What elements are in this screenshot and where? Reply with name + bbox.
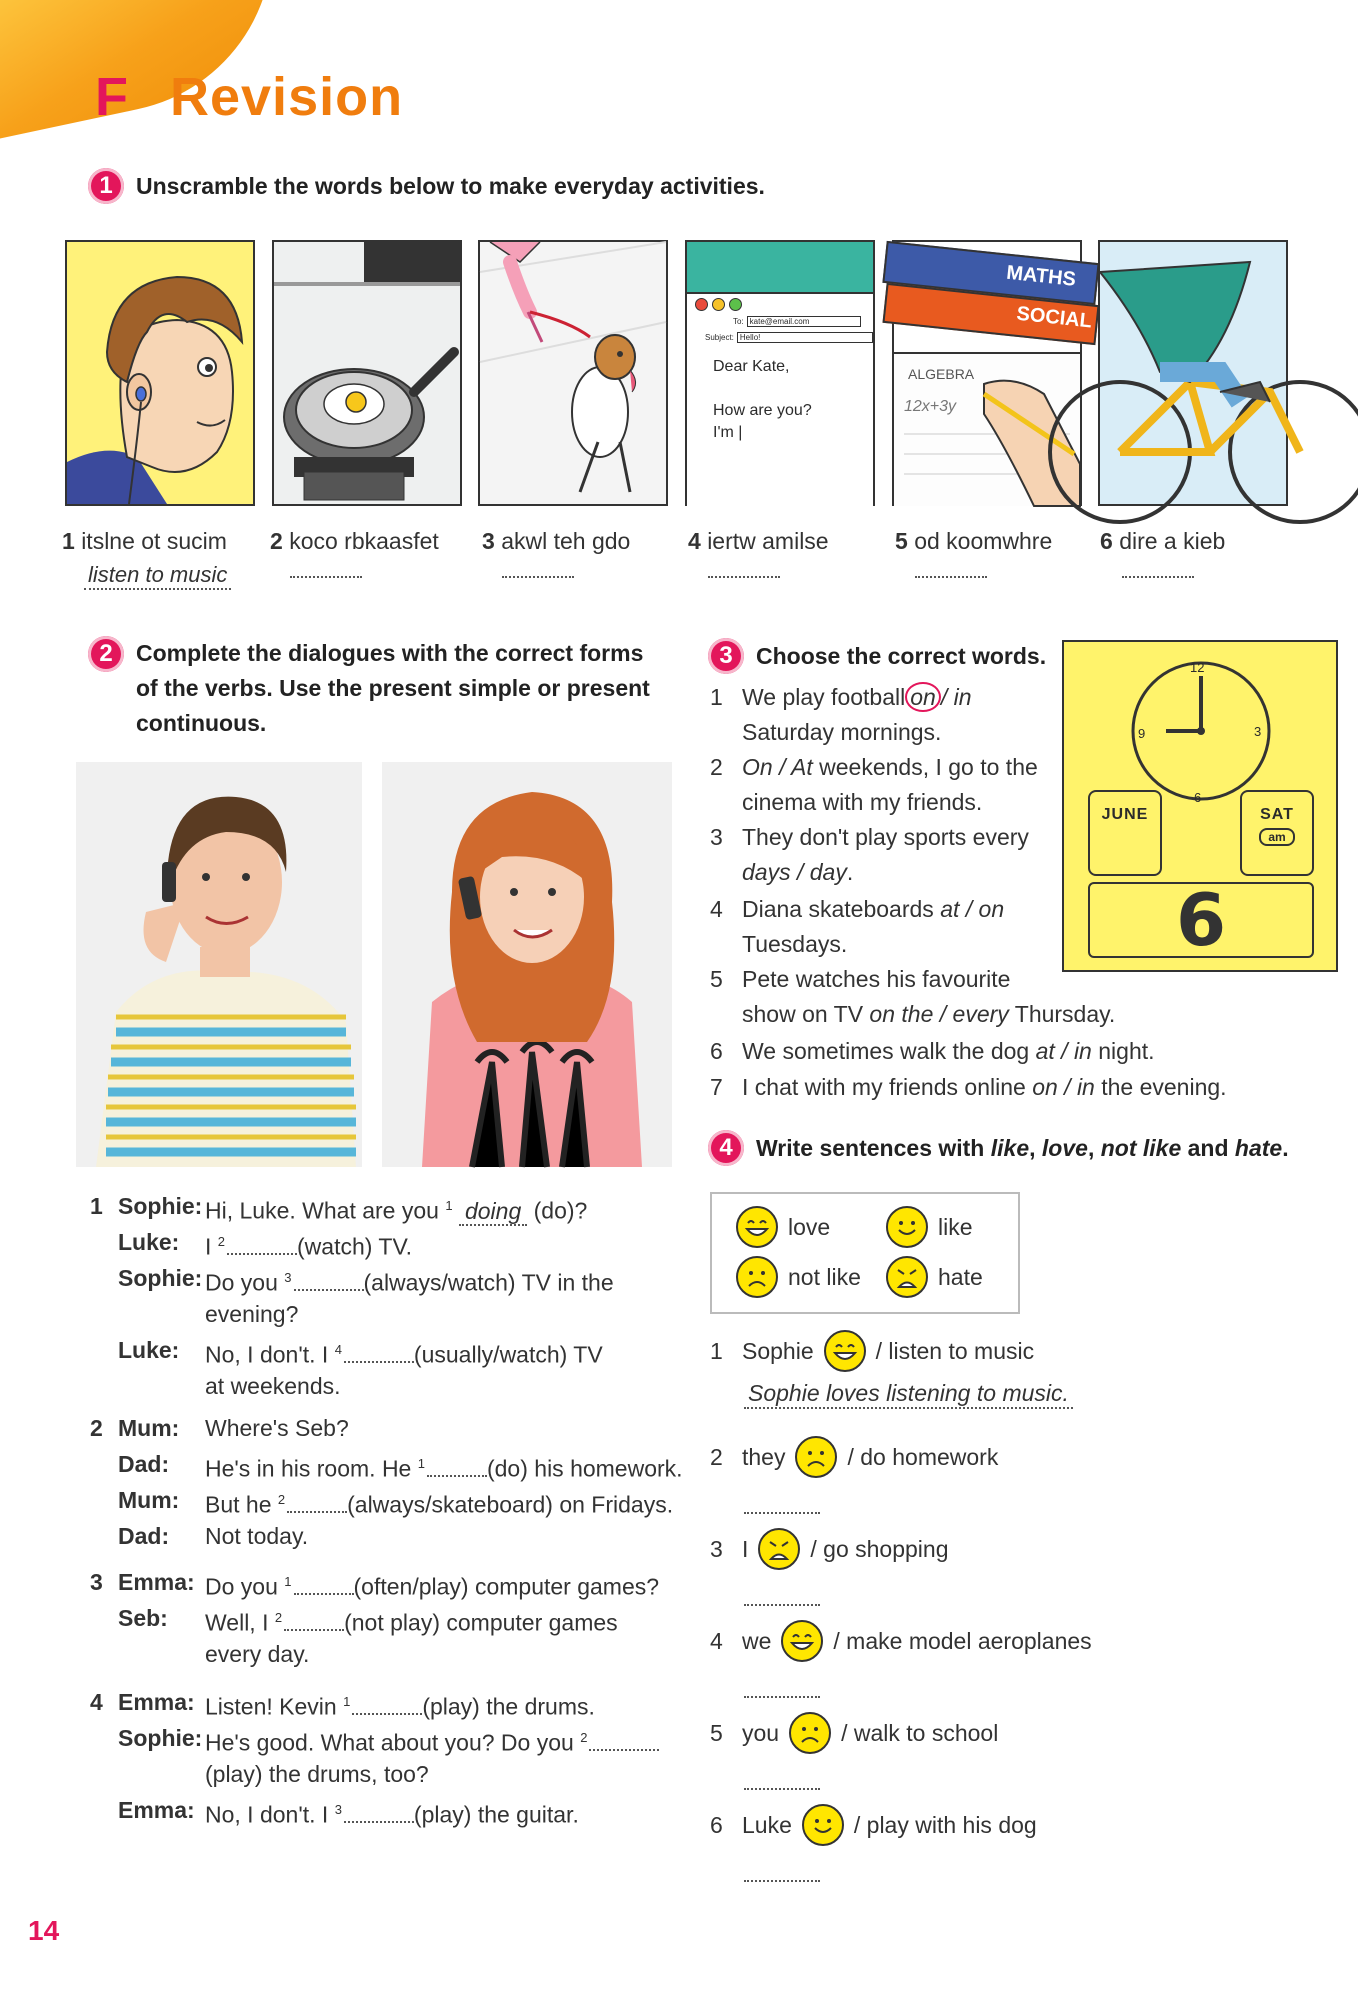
- notebook-formula: 12x+3y: [904, 398, 957, 415]
- month-label: JUNE: [1101, 806, 1149, 823]
- ex3-heading: [708, 638, 1046, 674]
- ex1-item-2: 2 koco rbkaasfet: [270, 528, 439, 554]
- dialogue-4-blank-2[interactable]: [589, 1729, 659, 1751]
- legend-hate: hate: [886, 1256, 983, 1298]
- legend-love: love: [736, 1206, 830, 1248]
- ex4-number: 4: [708, 1130, 744, 1166]
- clock-number-9: 9: [1138, 726, 1146, 741]
- email-subject-field: Hello!: [737, 332, 873, 343]
- date-card: [1088, 878, 1314, 962]
- hate-face-icon: [758, 1528, 800, 1570]
- dialogue-1-blank-2[interactable]: [227, 1233, 297, 1255]
- ex1-answer-blank-4[interactable]: [708, 576, 780, 578]
- dialogue-4: 4 Emma: Listen! Kevin $^1$ (play) the drums. Sophie: He's good. What about you? Do you $^2$ (play) the drums, too? Emma: No, I don't. I $^3$ (play) the guitar.: [90, 1684, 690, 1824]
- maths-book-label: MATHS: [1005, 261, 1077, 291]
- maximize-dot-icon: [729, 298, 742, 311]
- ex1-item-3: 3 akwl teh gdo: [482, 528, 631, 554]
- ex1-number: 1: [88, 168, 124, 204]
- dialogue-1-blank-4[interactable]: [344, 1341, 414, 1363]
- ex2-heading: [88, 636, 678, 741]
- ex3-item-5: 5 Pete watches his favourite show on TV on the / every Thursday.: [710, 966, 1116, 1027]
- dialogue-2-blank-1[interactable]: [427, 1455, 487, 1477]
- ex3-item-3: 3 They don't play sports every days / day.: [710, 824, 1029, 885]
- ex1-item-4: 4 iertw amilse: [688, 528, 829, 554]
- month-card: [1088, 790, 1162, 876]
- dialogue-4-blank-3[interactable]: [344, 1801, 414, 1823]
- unit-title: Revision: [170, 67, 404, 127]
- ex4-answer-blank-4[interactable]: [744, 1678, 820, 1698]
- ex4-answer-blank-5[interactable]: [744, 1770, 820, 1790]
- ex4-item-4: 4 we / make model aeroplanes: [710, 1620, 1092, 1698]
- ex3-item-4: 4 Diana skateboards at / on Tuesdays.: [710, 896, 1005, 957]
- ex3-item-3-choice[interactable]: days / day: [742, 859, 847, 885]
- dialogue-1: 1 Sophie: Hi, Luke. What are you $^1$ doing (do)? Luke: I $^2$ (watch) TV. Sophie: Do you $^3$ (always/watch) TV in the evening? Luke: No, I don't. I $^4$ (usually/watch) TV at weekends.: [90, 1193, 614, 1399]
- ex2-number: 2: [88, 636, 124, 672]
- ex3-item-2: 2 On / At weekends, I go to the cinema with my friends.: [710, 754, 1038, 815]
- ex3-item-5-choice[interactable]: on the / every: [869, 1001, 1009, 1027]
- hate-face-icon: [886, 1256, 928, 1298]
- ex1-item-5: 5 od koomwhre: [895, 528, 1053, 554]
- email-to-field: kate@email.com: [747, 316, 861, 327]
- ex1-answer-blank-3[interactable]: [502, 576, 574, 578]
- ex4-answer-blank-2[interactable]: [744, 1494, 820, 1514]
- picture-do-homework: [892, 240, 1093, 506]
- love-face-icon: [736, 1206, 778, 1248]
- window-controls: [695, 298, 742, 311]
- dialogue-2-blank-2[interactable]: [287, 1491, 347, 1513]
- ex3-item-1-answer: on: [905, 682, 941, 712]
- legend-not-like: not like: [736, 1256, 861, 1298]
- ex1-answer-blank-2[interactable]: [290, 576, 362, 578]
- ex4-heading: [708, 1130, 1289, 1166]
- date-label: 6: [1175, 878, 1227, 962]
- clock-calendar-panel: [1062, 640, 1338, 972]
- ex3-item-7: 7 I chat with my friends online on / in the evening.: [710, 1074, 1227, 1100]
- dialogue-4-blank-1[interactable]: [352, 1693, 422, 1715]
- love-face-icon: [781, 1620, 823, 1662]
- picture-ride-bike: [1098, 240, 1288, 506]
- ex1-title: Unscramble the words below to make everyday activities.: [136, 173, 765, 199]
- ex4-answer-blank-3[interactable]: [744, 1586, 820, 1606]
- ex1-item-1: 1 itslne ot sucim: [62, 528, 227, 554]
- love-face-icon: [824, 1330, 866, 1372]
- picture-write-emails: [685, 240, 875, 506]
- ex3-item-1: 1 We play football on / in Saturday mornings.: [710, 684, 972, 745]
- like-face-icon: [802, 1804, 844, 1846]
- dialogue-3: 3 Emma: Do you $^1$ (often/play) computer games? Seb: Well, I $^2$ (not play) computer games every day.: [90, 1569, 660, 1667]
- day-card: [1240, 790, 1314, 876]
- ex4-item-2: 2 they / do homework: [710, 1436, 998, 1514]
- email-window-top: [687, 242, 873, 292]
- dialogue-2: 2 Mum: Where's Seb? Dad: He's in his room. He $^1$ (do) his homework. Mum: But he $^2$ (always/skateboard) on Fridays. Dad: Not today.: [90, 1415, 683, 1549]
- ex3-title: Choose the correct words.: [756, 643, 1047, 669]
- ampm-label: am: [1259, 828, 1295, 846]
- clock-number-6: 6: [1194, 790, 1202, 805]
- ex1-item-6: 6 dire a kieb: [1100, 528, 1226, 554]
- social-book-label: SOCIAL: [1015, 302, 1093, 333]
- boy-earphones-illustration: [67, 242, 253, 504]
- ex4-item-3: 3 I / go shopping: [710, 1528, 949, 1606]
- ex3-item-4-choice[interactable]: at / on: [940, 896, 1005, 922]
- like-face-icon: [886, 1206, 928, 1248]
- legend-like: like: [886, 1206, 973, 1248]
- not-like-face-icon: [736, 1256, 778, 1298]
- dog-walking-illustration: [480, 242, 666, 504]
- email-line-3: I'm |: [713, 424, 743, 441]
- page-number: 14: [28, 1915, 60, 1946]
- smiley-legend: [710, 1192, 1020, 1314]
- ex3-item-7-choice[interactable]: on / in: [1032, 1074, 1095, 1100]
- close-dot-icon: [695, 298, 708, 311]
- ex1-answer-blank-6[interactable]: [1122, 576, 1194, 578]
- girl-on-phone-photo: [382, 762, 672, 1167]
- email-line-2: How are you?: [713, 402, 812, 419]
- ex4-title: Write sentences with like, love, not like and hate.: [756, 1135, 1289, 1161]
- ex2-title: Complete the dialogues with the correct forms of the verbs. Use the present simple or present continuous.: [136, 640, 650, 736]
- picture-listen-music: [65, 240, 255, 506]
- unit-letter: F: [95, 67, 128, 127]
- clock-number-12: 12: [1190, 660, 1205, 675]
- notebook-title: ALGEBRA: [908, 366, 975, 382]
- photo-luke: [76, 762, 362, 1167]
- not-like-face-icon: [789, 1712, 831, 1754]
- bike-illustration: [1100, 242, 1286, 504]
- dialogue-1-answer-1: doing: [459, 1198, 527, 1226]
- ex1-answer-1: listen to music: [84, 562, 231, 590]
- email-to-label: To:: [733, 317, 744, 326]
- dialogue-3-blank-2[interactable]: [284, 1609, 344, 1631]
- picture-cook-breakfast: [272, 240, 462, 506]
- boy-on-phone-photo: [76, 762, 362, 1167]
- clock-number-3: 3: [1254, 724, 1262, 739]
- ex4-answer-1: Sophie loves listening to music.: [744, 1380, 1073, 1409]
- day-label: SAT: [1260, 806, 1294, 823]
- ex3-item-6: 6 We sometimes walk the dog at / in night.: [710, 1038, 1155, 1064]
- dialogue-3-blank-1[interactable]: [294, 1573, 354, 1595]
- ex4-item-6: 6 Luke / play with his dog: [710, 1804, 1037, 1882]
- ex1-heading: [88, 168, 765, 204]
- ex4-answer-blank-6[interactable]: [744, 1862, 820, 1882]
- picture-walk-dog: [478, 240, 668, 506]
- photo-emma: [382, 762, 672, 1167]
- ex4-item-1: 1 Sophie / listen to music Sophie loves listening to music.: [710, 1330, 1073, 1409]
- email-subject-row: [705, 332, 873, 343]
- email-subject-label: Subject:: [705, 333, 734, 342]
- ex3-item-6-choice[interactable]: at / in: [1035, 1038, 1092, 1064]
- dialogue-1-blank-3[interactable]: [294, 1269, 364, 1291]
- not-like-face-icon: [795, 1436, 837, 1478]
- frying-pan-illustration: [274, 242, 460, 504]
- email-to-row: [733, 316, 861, 327]
- ex3-item-2-choice[interactable]: On / At: [742, 754, 813, 780]
- ex1-answer-blank-5[interactable]: [915, 576, 987, 578]
- ex3-number: 3: [708, 638, 744, 674]
- ex4-item-5: 5 you / walk to school: [710, 1712, 998, 1790]
- email-line-1: Dear Kate,: [713, 358, 790, 375]
- email-window: [687, 292, 873, 506]
- minimize-dot-icon: [712, 298, 725, 311]
